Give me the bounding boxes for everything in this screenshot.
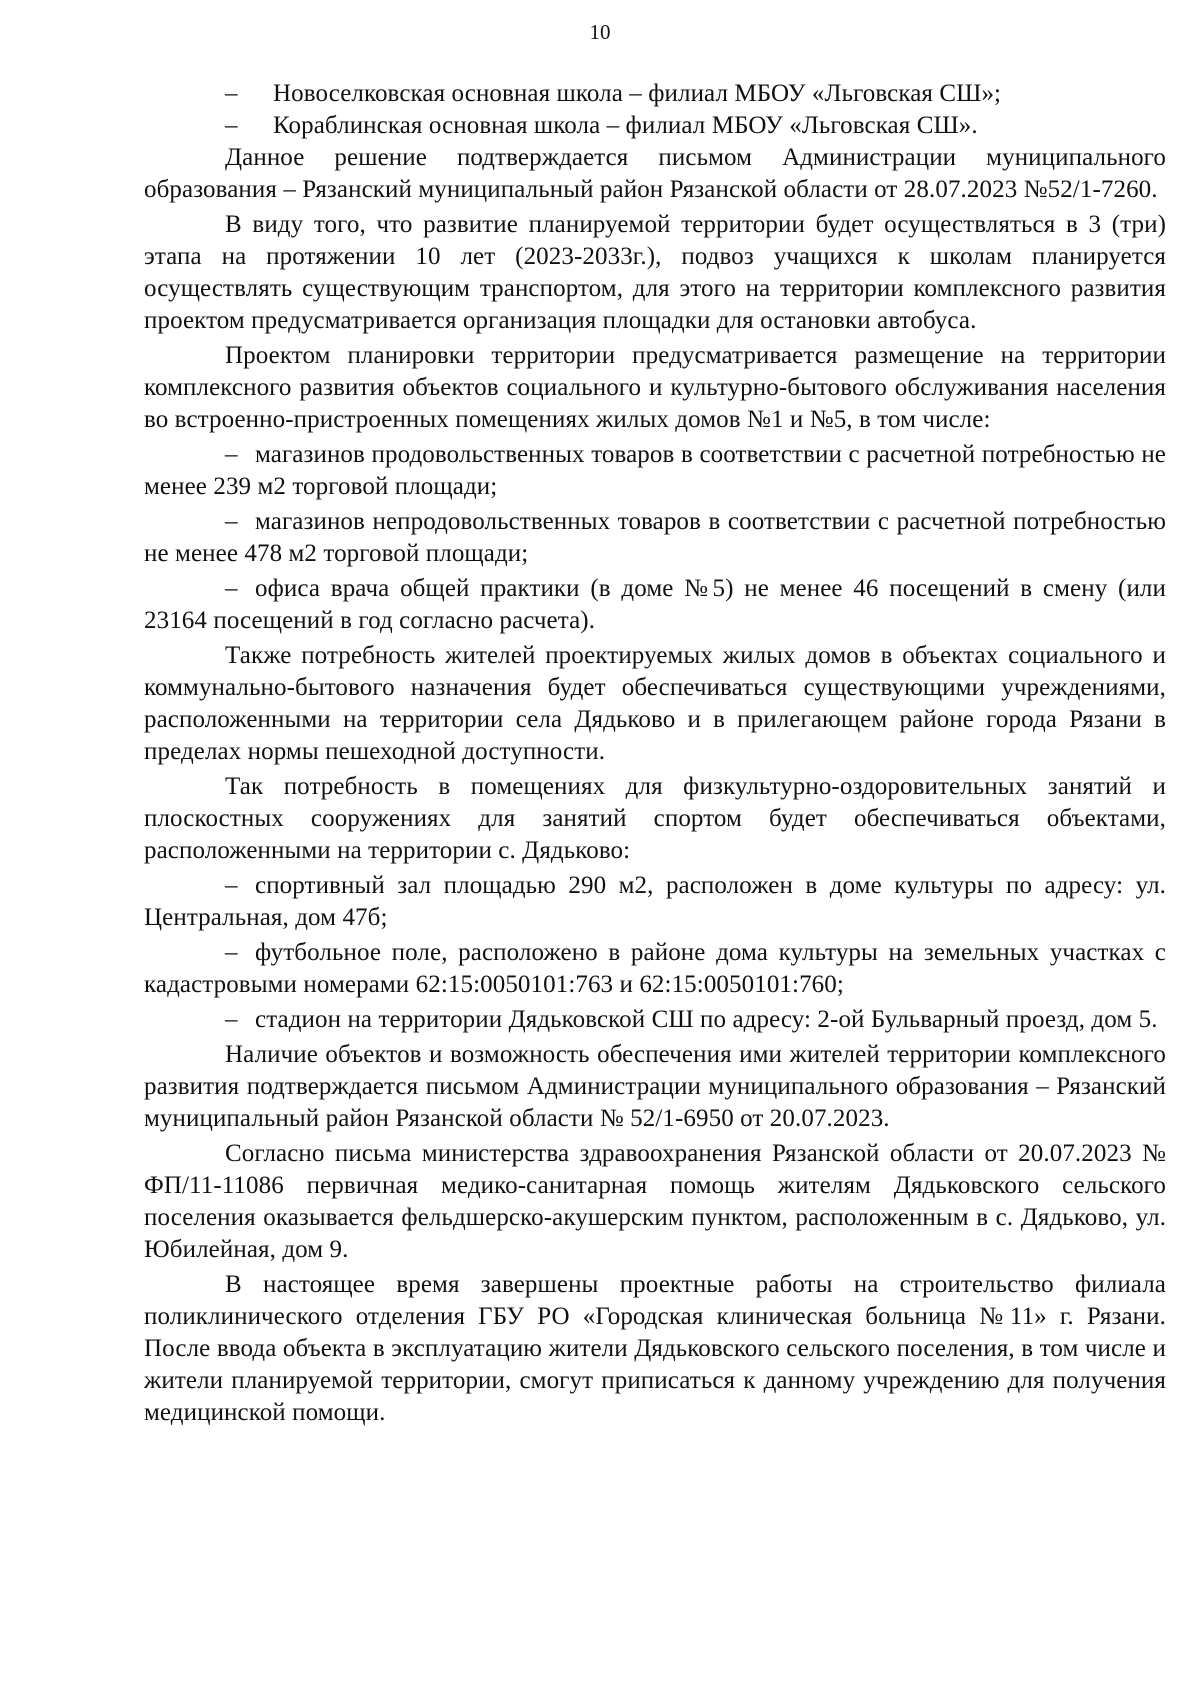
facility-item-text: офиса врача общей практики (в доме №5) не менее 46 посещений в смену (или 23164 посещений в год согласно расчета). — [144, 575, 1166, 634]
dash-bullet: – — [225, 575, 238, 602]
facility-list-item — [144, 573, 1166, 637]
school-item-text: Новоселковская основная школа – филиал МБОУ «Льговская СШ»; — [273, 80, 1002, 107]
paragraph-objects-confirmation: Наличие объектов и возможность обеспечения ими жителей территории комплексного развития подтверждается письмом Администрации муниципального образования – Рязанский муниципальный район Рязанской области № 52/1-6950 от 20.07.2023. — [144, 1041, 1166, 1132]
paragraph-sports-needs: Так потребность в помещениях для физкультурно-оздоровительных занятий и плоскостных сооружениях для занятий спортом будет обеспечиваться объектами, расположенными на территории с. Дядьково: — [144, 773, 1166, 864]
sports-list-item — [144, 937, 1166, 1001]
dash-bullet: – — [225, 939, 238, 966]
sports-item-text: футбольное поле, расположено в районе дома культуры на земельных участках с кадастровыми номерами 62:15:0050101:763 и 62:15:0050101:760; — [144, 939, 1166, 998]
dash-bullet: – — [225, 508, 238, 535]
facility-list-item — [144, 506, 1166, 570]
paragraph-health-ministry: Согласно письма министерства здравоохранения Рязанской области от 20.07.2023 № ФП/11-11086 первичная медико-санитарная помощь жителям Дядьковского сельского поселения оказывается фельдшерско-акушерским пунктом, расположенным в с. Дядьково, ул. Юбилейная, дом 9. — [144, 1140, 1166, 1263]
paragraph-decision-letter: Данное решение подтверждается письмом Администрации муниципального образования – Рязанский муниципальный район Рязанской области от 28.07.2023 №52/1-7260. — [144, 144, 1166, 203]
paragraph-existing-institutions: Также потребность жителей проектируемых жилых домов в объектах социального и коммунально-бытового назначения будет обеспечиваться существующими учреждениями, расположенными на территории села Дядьково и в прилегающем районе города Рязани в пределах нормы пешеходной доступности. — [144, 642, 1166, 765]
sports-item-text: спортивный зал площадью 290 м2, расположен в доме культуры по адресу: ул. Центральная, дом 47б; — [144, 872, 1166, 931]
sports-list-item — [144, 1004, 1166, 1036]
school-list-item — [144, 78, 1166, 110]
school-item-text: Кораблинская основная школа – филиал МБОУ «Льговская СШ». — [273, 112, 978, 139]
dash-bullet: – — [225, 441, 238, 468]
sports-item-text: стадион на территории Дядьковской СШ по адресу: 2-ой Бульварный проезд, дом 5. — [255, 1006, 1158, 1033]
paragraph-planning-facilities: Проектом планировки территории предусматривается размещение на территории комплексного развития объектов социального и культурно-бытового обслуживания населения во встроенно-пристроенных помещениях жилых домов №1 и №5, в том числе: — [144, 342, 1166, 433]
dash-bullet: – — [225, 872, 238, 899]
dash-bullet: – — [225, 80, 238, 107]
sports-list-item — [144, 870, 1166, 934]
paragraph-school-transport: В виду того, что развитие планируемой территории будет осуществляться в 3 (три) этапа на протяжении 10 лет (2023-2033г.), подвоз учащихся к школам планируется осуществлять существующим транспортом, для этого на территории комплексного развития проектом предусматривается организация площадки для остановки автобуса. — [144, 211, 1166, 334]
document-body — [144, 78, 1166, 1429]
facility-item-text: магазинов непродовольственных товаров в соответствии с расчетной потребностью не менее 478 м2 торговой площади; — [144, 508, 1166, 567]
page-number: 10 — [589, 20, 611, 44]
facility-item-text: магазинов продовольственных товаров в соответствии с расчетной потребностью не менее 239 м2 торговой площади; — [144, 441, 1166, 500]
facility-list-item — [144, 439, 1166, 503]
school-list-item — [144, 110, 1166, 142]
paragraph-clinic-construction: В настоящее время завершены проектные работы на строительство филиала поликлинического отделения ГБУ РО «Городская клиническая больница №11» г. Рязани. После ввода объекта в эксплуатацию жители Дядьковского сельского поселения, в том числе и жители планируемой территории, смогут приписаться к данному учреждению для получения медицинской помощи. — [144, 1271, 1166, 1426]
dash-bullet: – — [225, 112, 238, 139]
dash-bullet: – — [225, 1006, 238, 1033]
